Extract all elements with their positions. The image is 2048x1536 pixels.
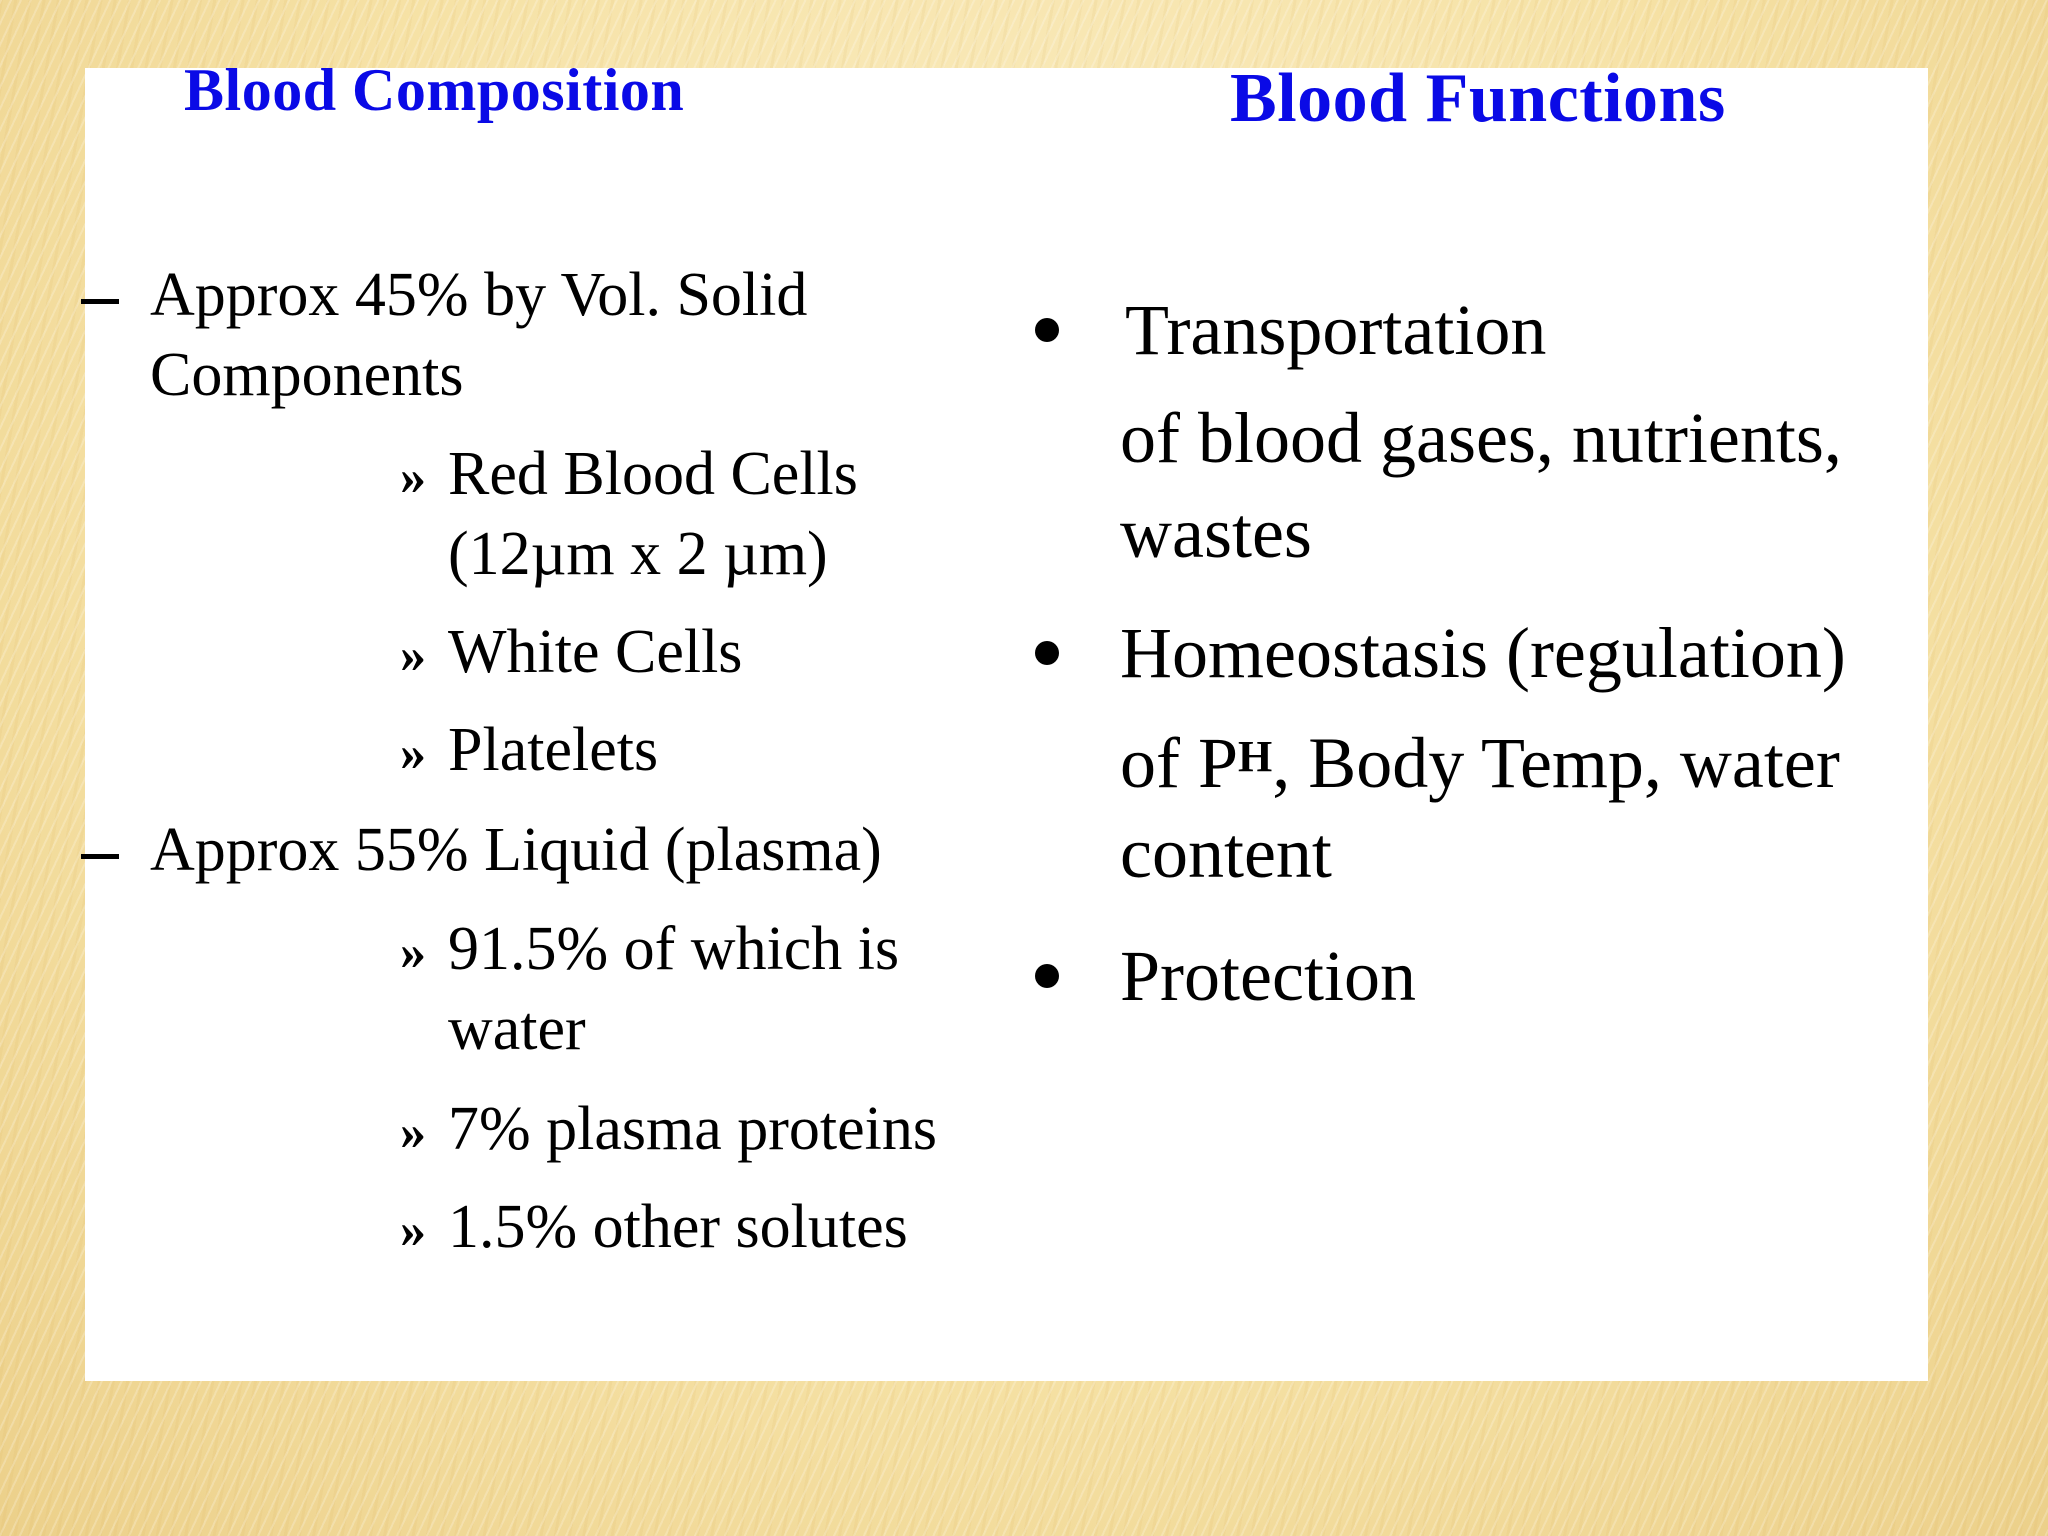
platelets: Platelets xyxy=(448,716,659,784)
transportation-label: Transportation xyxy=(1125,290,1547,370)
bullet-dot xyxy=(1035,641,1059,665)
other-solutes: 1.5% other solutes xyxy=(448,1193,908,1261)
rbc-line1: Red Blood Cells xyxy=(448,440,858,508)
blood-composition-heading: Blood Composition xyxy=(184,57,685,123)
composition-solid-line2: Components xyxy=(150,341,464,409)
sub-marker: » xyxy=(400,627,426,684)
transportation-detail1: of blood gases, nutrients, xyxy=(1120,398,1842,478)
water-line1: 91.5% of which is xyxy=(448,915,900,983)
ph-superscript: H xyxy=(1238,732,1273,781)
composition-liquid-line1: Approx 55% Liquid (plasma) xyxy=(150,816,882,884)
composition-solid-line1: Approx 45% by Vol. Solid xyxy=(150,261,808,329)
homeostasis-label: Homeostasis (regulation) xyxy=(1120,613,1846,693)
rbc-line2: (12µm x 2 µm) xyxy=(448,520,828,588)
bullet-dot xyxy=(1035,964,1059,988)
homeostasis-detail1: of $P^H$, Body Temp, water xyxy=(1120,723,1840,803)
sub-marker: » xyxy=(400,449,426,506)
bullet-dot xyxy=(1035,318,1059,342)
blood-functions-heading: Blood Functions xyxy=(1230,60,1726,137)
sub-marker: » xyxy=(400,725,426,782)
transportation-detail2: wastes xyxy=(1120,493,1312,573)
sub-marker: » xyxy=(400,924,426,981)
plasma-proteins: 7% plasma proteins xyxy=(448,1095,938,1163)
sub-marker: » xyxy=(400,1202,426,1259)
slide-content-panel xyxy=(85,57,1928,1381)
white-cells: White Cells xyxy=(448,618,743,686)
sub-marker: » xyxy=(400,1104,426,1161)
water-line2: water xyxy=(448,995,586,1063)
protection-label: Protection xyxy=(1120,936,1416,1016)
homeostasis-detail2: content xyxy=(1120,813,1332,893)
